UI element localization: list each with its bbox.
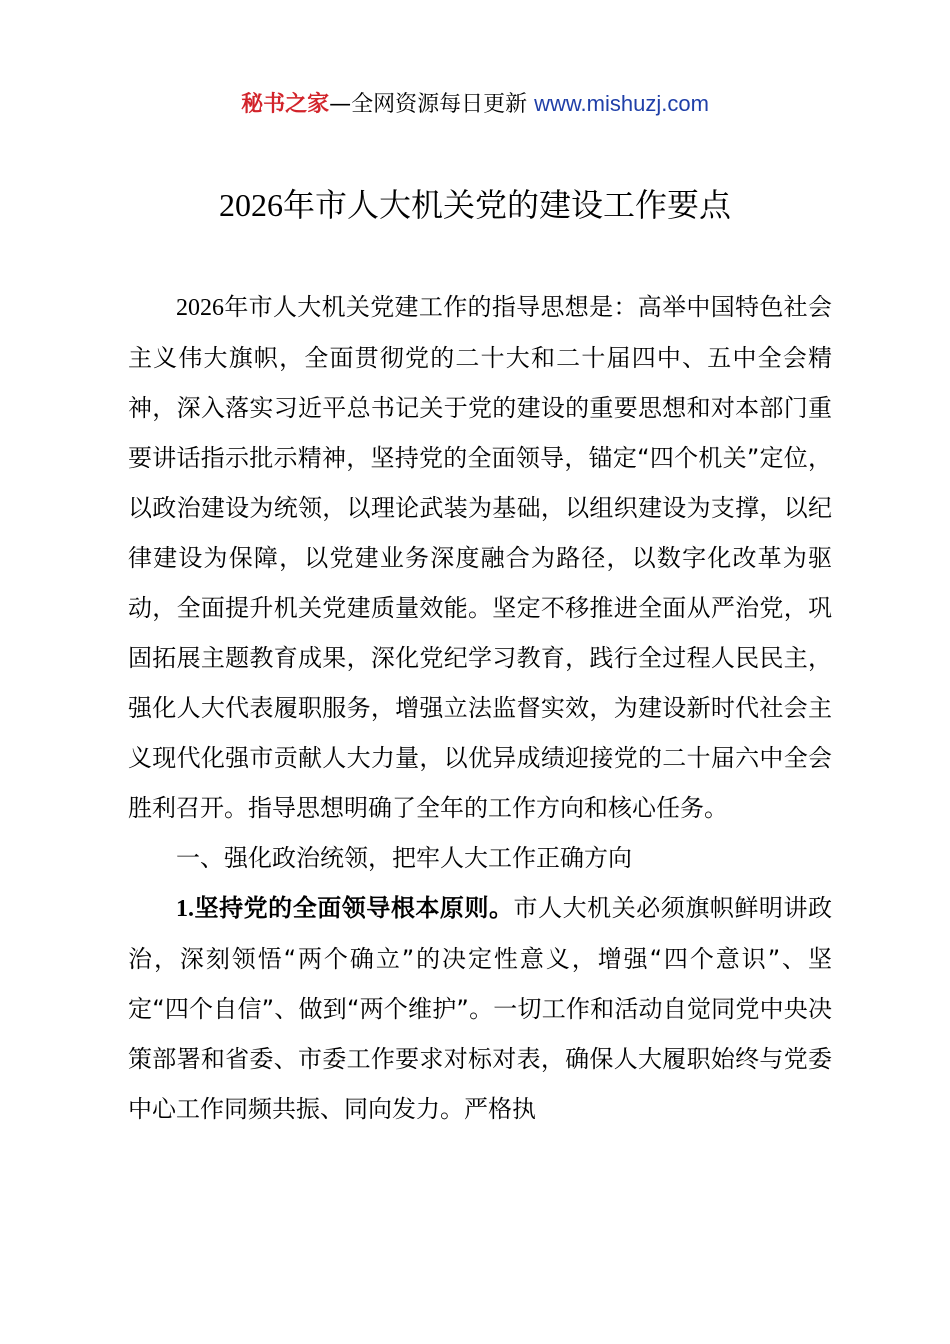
site-header <box>0 88 950 121</box>
document-body <box>128 282 832 1134</box>
paragraph-text: 年市人大机关党建工作的指导思想是：高举中国特色社会主义伟大旗帜，全面贯彻党的二十大和二十届四中、五中全会精神，深入落实习近平总书记关于党的建设的重要思想和对本部门重要讲话指示批示精神，坚持党的全面领导，锚定“四个机关”定位，以政治建设为统领，以理论武装为基础，以组织建设为支撑，以纪律建设为保障，以党建业务深度融合为路径，以数字化改革为驱动，全面提升机关党建质量效能。坚定不移推进全面从严治党，巩固拓展主题教育成果，深化党纪学习教育，践行全过程人民民主，强化人大代表履职服务，增强立法监督实效，为建设新时代社会主义现代化强市贡献人大力量，以优异成绩迎接党的二十届六中全会胜利召开。指导思想明确了全年的工作方向和核心任务。 <box>128 293 832 822</box>
guiding-ideology-paragraph <box>128 282 832 833</box>
document-title <box>0 182 950 228</box>
site-brand: 秘书之家 <box>241 92 330 117</box>
item-title: 坚持党的全面领导根本原则。 <box>194 894 514 922</box>
item-paragraph <box>128 883 832 1134</box>
section-heading: 一、强化政治统领，把牢人大工作正确方向 <box>176 844 632 872</box>
paragraph-year: 2026 <box>176 295 224 321</box>
item-text: 市人大机关必须旗帜鲜明讲政治，深刻领悟“两个确立”的决定性意义，增强“四个意识”、坚定“四个自信”、做到“两个维护”。一切工作和活动自觉同党中央决策部署和省委、市委工作要求对标对表，确保人大履职始终与党委中心工作同频共振、同向发力。严格执 <box>128 894 833 1123</box>
site-url[interactable]: www.mishuzj.com <box>534 91 709 116</box>
site-tagline: —全网资源每日更新 <box>329 92 535 117</box>
document-title-text: 年市人大机关党的建设工作要点 <box>282 186 731 224</box>
item-number: 1. <box>176 896 194 922</box>
document-title-year: 2026 <box>218 187 283 223</box>
